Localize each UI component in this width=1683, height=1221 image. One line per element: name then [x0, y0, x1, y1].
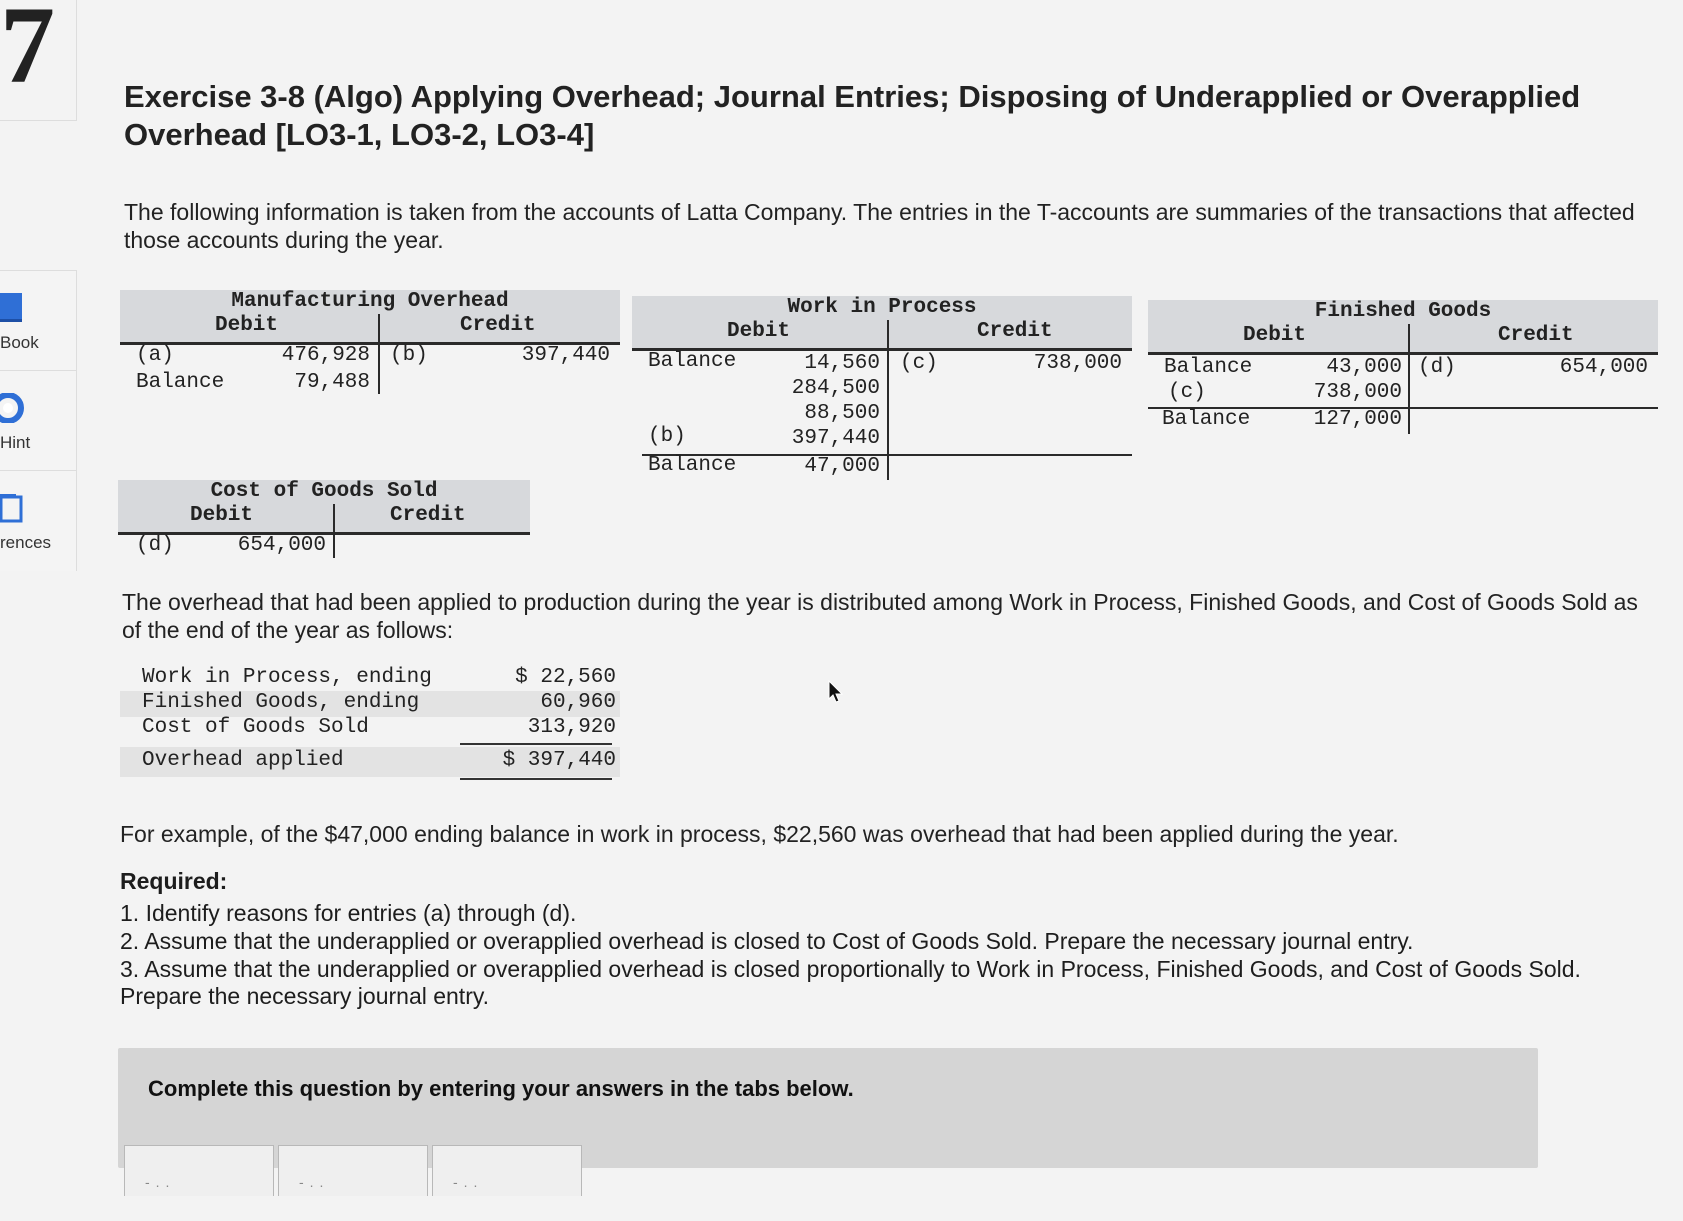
debit-amount: 397,440	[791, 427, 880, 450]
credit-amount: 654,000	[1559, 356, 1648, 379]
table-row	[120, 666, 620, 692]
t-account-divider	[378, 314, 380, 394]
credit-label: (d)	[1418, 356, 1456, 379]
sidebar-item-label: Book	[0, 333, 39, 352]
sidebar	[0, 0, 76, 1221]
debit-heading: Debit	[190, 504, 254, 527]
debit-heading: Debit	[727, 320, 791, 343]
debit-amount: 738,000	[1313, 381, 1402, 404]
debit-amount: 79,488	[294, 371, 370, 394]
debit-label: Balance	[1164, 356, 1253, 379]
credit-heading: Credit	[1498, 324, 1574, 347]
tab-required-2[interactable]	[278, 1145, 428, 1196]
row-label: Overhead applied	[142, 749, 344, 772]
row-value: $ 22,560	[515, 666, 616, 689]
required-heading: Required:	[120, 868, 228, 894]
debit-label: (c)	[1168, 381, 1206, 404]
t-account-title: Cost of Goods Sold	[210, 480, 438, 503]
t-account-divider	[887, 320, 889, 480]
debit-heading: Debit	[1243, 324, 1307, 347]
credit-amount: 397,440	[521, 344, 610, 367]
sidebar-item-book[interactable]	[0, 270, 77, 371]
page-title: Exercise 3-8 (Algo) Applying Overhead; Journal Entries; Disposing of Underapplied or Overapplied Overhead [LO3-1, LO3-2, LO3-4]	[124, 79, 1581, 152]
credit-label: (c)	[900, 352, 938, 375]
instruction-text: Complete this question by entering your answers in the tabs below.	[148, 1076, 854, 1101]
row-label: Finished Goods, ending	[142, 691, 420, 714]
mouse-pointer-icon	[828, 680, 844, 704]
debit-amount: 47,000	[804, 455, 880, 478]
table-row	[120, 691, 620, 717]
debit-amount: 476,928	[281, 344, 370, 367]
question-number: 7	[0, 0, 77, 121]
debit-label: (a)	[136, 344, 174, 367]
sidebar-item-label: rences	[0, 533, 52, 552]
references-icon	[0, 493, 24, 523]
debit-label: Balance	[648, 454, 737, 477]
debit-amount: 88,500	[804, 402, 880, 425]
tab-label-obscured: -..	[299, 1174, 330, 1190]
t-account-manufacturing-overhead	[120, 290, 620, 400]
row-value: 313,920	[527, 716, 616, 739]
distribution-text: The overhead that had been applied to production during the year is distributed among Work in Process, Finished Goods, and Cost of Goods Sold as of the end of the year as follows:	[122, 589, 1638, 643]
debit-label: (b)	[648, 425, 686, 448]
debit-heading: Debit	[215, 314, 279, 337]
t-account-work-in-process	[632, 296, 1132, 486]
total-rule	[460, 778, 612, 780]
sidebar-item-label: Hint	[0, 433, 31, 452]
sidebar-item-hint[interactable]	[0, 370, 77, 471]
t-account-rule	[1148, 352, 1658, 355]
debit-amount: 14,560	[804, 352, 880, 375]
example-text: For example, of the $47,000 ending balance in work in process, $22,560 was overhead that had been applied during the year.	[120, 821, 1399, 847]
lifebuoy-icon	[0, 393, 24, 423]
t-account-title: Finished Goods	[1314, 300, 1492, 323]
debit-amount: 284,500	[791, 377, 880, 400]
intro-text: The following information is taken from the accounts of Latta Company. The entries in the T-accounts are summaries of the transactions that affected those accounts during the year.	[124, 199, 1635, 253]
t-account-divider	[333, 504, 335, 558]
debit-label: (d)	[136, 534, 174, 557]
book-icon	[0, 293, 24, 323]
tab-label-obscured: -..	[145, 1174, 176, 1190]
required-item: 2. Assume that the underapplied or overapplied overhead is closed to Cost of Goods Sold. Prepare the necessary journal entry.	[120, 928, 1414, 954]
t-account-finished-goods	[1148, 300, 1658, 440]
sidebar-item-references[interactable]	[0, 470, 77, 571]
required-item: 3. Assume that the underapplied or overapplied overhead is closed proportionally to Work in Process, Finished Goods, and Cost of Goods Sold. Prepare the necessary journal entry.	[120, 956, 1581, 1009]
row-value: 60,960	[540, 691, 616, 714]
t-account-title: Manufacturing Overhead	[231, 290, 509, 313]
credit-heading: Credit	[460, 314, 536, 337]
tab-label-obscured: -..	[453, 1174, 484, 1190]
t-account-divider	[1408, 324, 1410, 434]
row-label: Cost of Goods Sold	[142, 716, 369, 739]
row-label: Work in Process, ending	[142, 666, 432, 689]
debit-label: Balance	[136, 371, 225, 394]
credit-label: (b)	[390, 344, 428, 367]
table-row	[120, 716, 620, 742]
debit-amount: 654,000	[237, 534, 326, 557]
tab-required-1[interactable]	[124, 1145, 274, 1196]
debit-label: Balance	[648, 350, 737, 373]
credit-heading: Credit	[977, 320, 1053, 343]
t-account-cost-of-goods-sold	[118, 480, 530, 560]
credit-heading: Credit	[390, 504, 466, 527]
debit-label: Balance	[1162, 408, 1251, 431]
required-item: 1. Identify reasons for entries (a) through (d).	[120, 900, 577, 926]
row-value: $ 397,440	[502, 749, 616, 772]
t-account-title: Work in Process	[787, 296, 977, 319]
tab-required-3[interactable]	[432, 1145, 582, 1196]
subtotal-rule	[460, 743, 612, 745]
debit-amount: 127,000	[1313, 408, 1402, 431]
table-row	[120, 747, 620, 777]
credit-amount: 738,000	[1033, 352, 1122, 375]
debit-amount: 43,000	[1326, 356, 1402, 379]
